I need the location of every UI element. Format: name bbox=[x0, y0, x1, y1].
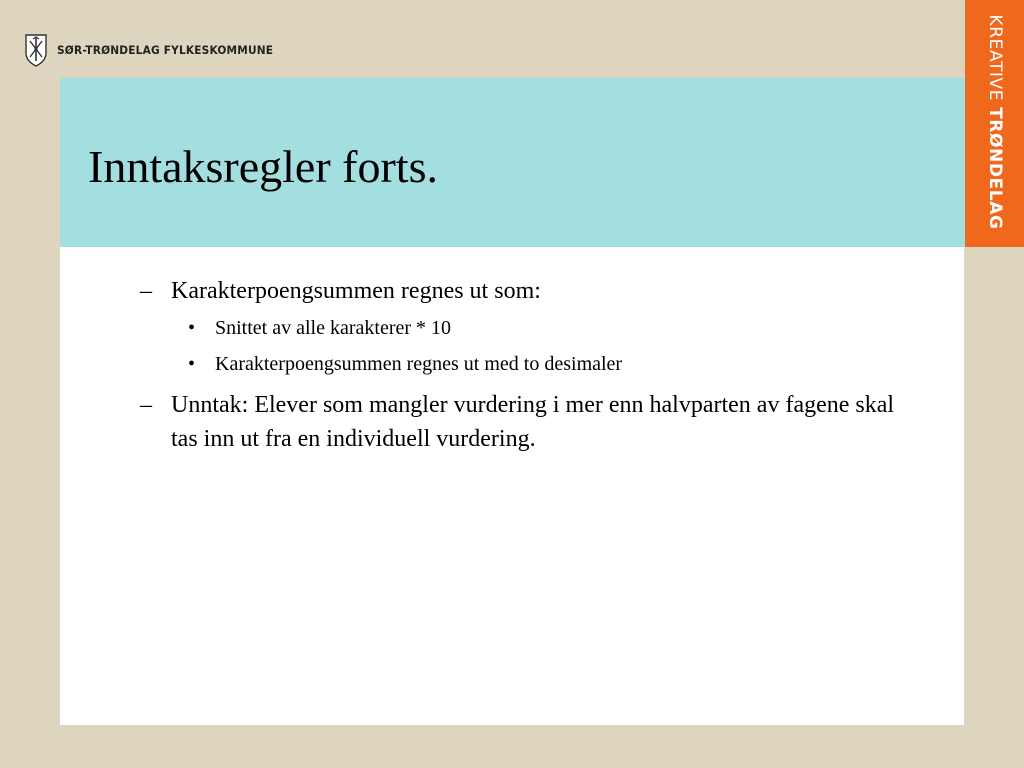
dash-marker: – bbox=[140, 392, 152, 418]
brand-tab bbox=[965, 0, 1024, 247]
brand-wordmark-bold: TRØNDELAG bbox=[984, 107, 1005, 230]
sub-bullet-item bbox=[188, 314, 908, 342]
brand-wordmark-light: KREATIVE bbox=[984, 14, 1005, 108]
sub-bullet-text: Snittet av alle karakterer * 10 bbox=[215, 317, 452, 339]
organization-logo bbox=[24, 32, 292, 68]
bullet-text: Karakterpoengsummen regnes ut som: bbox=[171, 278, 541, 304]
slide-title: Inntaksregler forts. bbox=[88, 141, 438, 192]
coat-of-arms-icon bbox=[24, 33, 48, 67]
bullet-marker: • bbox=[188, 353, 196, 375]
brand-wordmark bbox=[985, 14, 1005, 229]
organization-name: SØR-TRØNDELAG FYLKESKOMMUNE bbox=[57, 43, 274, 57]
sub-bullet-text: Karakterpoengsummen regnes ut med to desimaler bbox=[215, 353, 623, 375]
bullet-item bbox=[140, 274, 920, 308]
slide-content bbox=[60, 247, 964, 725]
sub-bullet-item bbox=[188, 350, 908, 378]
bullet-text: Unntak: Elever som mangler vurdering i mer enn halvparten av fagene skal tas inn ut fra en individuell vurdering. bbox=[171, 392, 895, 452]
bullet-marker: • bbox=[188, 317, 196, 339]
title-band bbox=[60, 78, 965, 247]
dash-marker: – bbox=[140, 278, 152, 304]
bullet-item bbox=[140, 388, 920, 456]
